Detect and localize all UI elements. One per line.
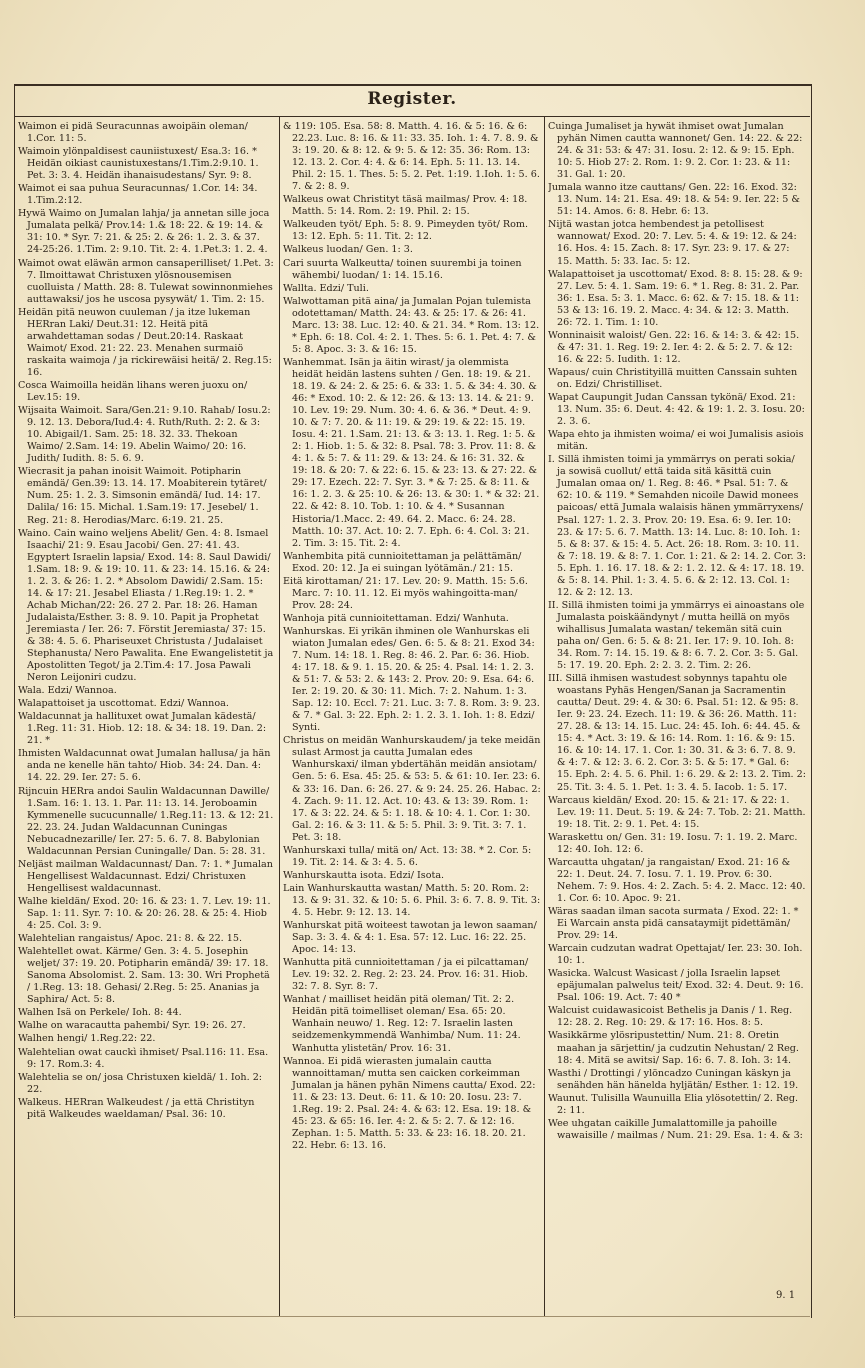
index-entry: Cari suurta Walkeutta/ toinen suurembi ja toinen wähembi/ luodan/ 1: 14. 15.16. — [283, 257, 522, 281]
index-entry: Eitä kirottaman/ 21: 17. Lev. 20: 9. Matth. 15: 5.6. Marc. 7: 10. 11. 12. Ei myös wahingoitta-man/ Prov. 28: 24. — [283, 575, 528, 611]
index-entry: Walhe on waracautta pahembi/ Syr. 19: 26. 27. — [18, 1020, 246, 1032]
index-entry: Wallta. Edzi/ Tuli. — [283, 282, 369, 294]
index-entry: Wanhurskas. Ei yrikän ihminen ole Wanhurskas eli wiaton Jumalan edes/ Gen. 6: 5. & 8: 21. Exod 34: 7. Num. 14: 18. 1. Reg. 8: 46. 2. Par. 6: 36. Hiob. 4: 17. 18. & 9. 1. 15. 20. & 25: 4. Psal. 14: 1. 2. 3. & 51: 7. & 53: 2. & 143: 2. Prov. 20: 9. Esa. 64: 6. Ier. 2: 19. 20. & 30: 11. Mich. 7: 2. Nahum. 1: 3. Sap. 12: 10. Eccl. 7: 21. Luc. 3: 7. 8. Rom. 3: 9. 23. & 7. * Gal. 3: 22. Eph. 2: 1. 2. 3. 1. Ioh. 1: 8. Edzi/ Synti. — [283, 625, 540, 734]
index-entry: Walhen Isä on Perkele/ Ioh. 8: 44. — [18, 1007, 182, 1019]
index-entry: Wanhoja pitä cunnioitettaman. Edzi/ Wanhuta. — [283, 612, 509, 624]
index-entry: Walkeuden työt/ Eph. 5: 8. 9. Pimeyden työt/ Rom. 13: 12. Eph. 5: 11. Tit. 2: 12. — [283, 219, 529, 243]
index-entry: Waimot owat eläwän armon cansaperilliset/ 1.Pet. 3: 7. Ilmoittawat Christuxen ylösnousemisen cuolluista / Matth. 28: 8. Tulewat sowinnonmiehes auttawaksi/ jos he uscosa pysywät/ 1. Tim. 2: 15. — [18, 257, 274, 305]
index-entry: Walehtelian rangaistus/ Apoc. 21: 8. & 22. 15. — [18, 933, 243, 945]
index-entry: Waldacunnat ja hallituxet owat Jumalan kädestä/ 1.Reg. 11: 31. Hiob. 12: 18. & 34: 18. 19. Dan. 2: 21. * — [18, 711, 267, 747]
index-entry: Walehtelia se on/ josa Christuxen kieldä/ 1. Ioh. 2: 22. — [18, 1071, 263, 1095]
index-entry: Walehtellet owat. Kärme/ Gen. 3: 4. 5. Josephin weljet/ 37: 19. 20. Potipharin emändä/ 39: 17. 18. Sanoma Absolomist. 2. Sam. 13: 30. Wri Prophetä / 1.Reg. 13: 18. Gehasi/ 2.Reg. 5: 25. Ananias ja Saphira/ Act. 5: 8. — [18, 946, 270, 1006]
index-entry: Waraskettu on/ Gen. 31: 19. Iosu. 7: 1. 19. 2. Marc. 12: 40. Ioh. 12: 6. — [548, 831, 798, 855]
column-right — [548, 121, 806, 1316]
index-entry: Walapattoiset ja uscottomat. Edzi/ Wannoa. — [18, 698, 229, 710]
index-entry: Waunut. Tulisilla Waunuilla Elia ylösotettin/ 2. Reg. 2: 11. — [548, 1092, 799, 1116]
index-entry: Wijsaita Waimoit. Sara/Gen.21: 9.10. Rahab/ Iosu.2: 9. 12. 13. Debora/Iud.4: 4. Ruth/Ruth. 2: 2. & 3: 10. Abigail/1. Sam. 25: 18. 32. 33. Thekoan Waimo/ 2.Sam. 14: 19. Abelin Waimo/ 20: 16. Judith/ Iudith. 8: 5. 6. 9. — [18, 405, 271, 465]
index-entry: Wiecrasit ja pahan inoisit Waimoit. Potipharin emändä/ Gen.39: 13. 14. 17. Moabiterein tytäret/ Num. 25: 1. 2. 3. Simsonin emändä/ Iud. 14: 17. Dalila/ 16: 15. Michal. 1.Sam.19: 17. Jesebel/ 1. Reg. 21: 8. Herodias/Marc. 6:19. 21. 25. — [18, 466, 267, 526]
index-entry: Walehtelian owat cauckì ihmiset/ Psal.116: 11. Esa. 9: 17. Rom.3: 4. — [18, 1046, 269, 1070]
index-entry: Walkeus luodan/ Gen. 1: 3. — [283, 244, 413, 256]
index-entry: Wanhutta pitä cunnioitettaman / ja ei pilcattaman/ Lev. 19: 32. 2. Reg. 2: 23. 24. Prov. 16: 31. Hiob. 32: 7. 8. Syr. 8: 7. — [283, 957, 529, 993]
index-entry: Waimot ei saa puhua Seuracunnas/ 1.Cor. 14: 34. 1.Tim.2:12. — [18, 183, 258, 207]
index-entry: Cuinga Jumaliset ja hywät ihmiset owat Jumalan pyhän Nimen cautta wannonet/ Gen. 14: 22. & 22: 24. & 31: 53: & 47: 31. Iosu. 2: 12. & 9: 15. Eph. 10: 5. Hiob 27: 2. Rom. 1: 9. 2. Cor. 1: 23. & 11: 31. Gal. 1: 20. — [548, 121, 803, 181]
index-entry: Wapat Caupungit Judan Canssan tykönä/ Exod. 21: 13. Num. 35: 6. Deut. 4: 42. & 19: 1. 2. 3. Iosu. 20: 2. 3. 6. — [548, 392, 805, 428]
index-entry: Walkeus. HERran Walkeudest / ja että Christityn pitä Walkeudes waeldaman/ Psal. 36: 10. — [18, 1096, 255, 1120]
index-entry: Walhe kieldän/ Exod. 20: 16. & 23: 1. 7. Lev. 19: 11. Sap. 1: 11. Syr. 7: 10. & 20: 26. 28. & 25: 4. Hiob 4: 25. Col. 3: 9. — [18, 895, 271, 932]
index-entry: Walkeus owat Christityt täsä mailmas/ Prov. 4: 18. Matth. 5: 14. Rom. 2: 19. Phil. 2: 15. — [283, 194, 528, 218]
index-entry: Neljäst mailman Waldacunnast/ Dan. 7: 1. * Jumalan Hengellisest Waldacunnast. Edzi/ Christuxen Hengellisest waldacunnast. — [18, 858, 273, 894]
index-entry: I. Sillä ihmisten toimi ja ymmärrys on perati sokia/ ja sowisä cuollut/ että taida sitä käsittä cuin Jumalan omaa on/ 1. Reg. 8: 46. * Psal. 51: 7. & 62: 10. & 119. * Semahden nicoile Dawid monees paicoas/ että Jumala walaisis hänen ymmärryxens/ Psal. 127: 1. 2. 3. Prov. 20: 19. Esa. 6: 9. Ier. 10: 23. & 17: 5. 6. 7. Matth. 13: 14. Luc. 8: 10. Ioh. 1: 5. & 8: 37. & 15: 4. 5. Act. 26: 18. Rom. 3: 10. 11. & 7: 18. 19. & 8: 7. 1. Cor. 1: 21. & 2: 14. 2. Cor. 3: 5. Eph. 1. 16. 17. 18. & 2: 1. 2. 12. & 4: 17. 18. 19. & 5: 8. 14. Phil. 1: 3. 4. 5. 6. & 2: 12. 13. Col. 1: 12. & 2: 12. 13. — [548, 454, 806, 598]
page-title: Register. — [367, 89, 457, 109]
index-entry: Wala. Edzi/ Wannoa. — [18, 685, 117, 697]
index-entry: Warcaus kieldän/ Exod. 20: 15. & 21: 17. & 22: 1. Lev. 19: 11. Deut. 5: 19. & 24: 7. Tob. 2: 21. Matth. 19: 18. Tit. 2: 9. 1. Pet. 4: 15. — [548, 794, 806, 830]
index-entry: Wanhat / mailliset heidän pitä oleman/ Tit. 2: 2. Heidän pitä toimelliset oleman/ Esa. 65: 20. Wanhain neuwo/ 1. Reg. 12: 7. Israelin lasten seidzemenkymmendä Wanhimba/ Num. 11: 24. Wanhutta ylistetän/ Prov. 16: 31. — [283, 994, 521, 1054]
page-number: 9. 1 — [776, 1290, 796, 1301]
page-header — [14, 82, 810, 117]
index-entry: Rijncuin HERra andoi Saulin Waldacunnan Dawille/ 1.Sam. 16: 1. 13. 1. Par. 11: 13. 14. Jeroboamin Kymmenelle sucucunnalle/ 1.Reg.11: 13. & 12: 21. 22. 23. 24. Judan Waldacunnan Cuningas Nebucadnezarille/ Ier. 27: 5. 6. 7. 8. Babylonian Waldacunnan Persian Cuningalle/ Dan. 5: 28. 31. — [18, 785, 274, 857]
index-entry: Walapattoiset ja uscottomat/ Exod. 8: 8. 15: 28. & 9: 27. Lev. 5: 4. 1. Sam. 19: 6. * 1. Reg. 8: 31. 2. Par. 36: 1. Esa. 5: 3. 1. Macc. 6: 62. & 7: 15. 18. & 11: 53 & 13: 16. 19. 2. Macc. 4: 34. & 12: 3. Matth. 26: 72. 1. Tim. 1: 10. — [548, 268, 803, 328]
index-entry: Wasthi / Drottingi / ylöncadzo Cuningan käskyn ja senähden hän hänelda hyljätän/ Esther. 1: 12. 19. — [548, 1067, 799, 1091]
index-entry: Wanhurskautta isota. Edzi/ Isota. — [283, 869, 445, 881]
index-entry: Wanhurskaxi tulla/ mitä on/ Act. 13: 38. * 2. Cor. 5: 19. Tit. 2: 14. & 3: 4. 5. 6. — [283, 844, 532, 868]
index-entry: Waimoin ylönpaldisest cauniistuxest/ Esa.3: 16. * Heidän oikiast caunistuxestans/1.Tim.2:9.10. 1. Pet. 3: 3. 4. Heidän ihanaisudestans/ Syr. 9: 8. — [18, 146, 259, 182]
index-entry: Wonninaisit waloist/ Gen. 22: 16. & 14: 3. & 42: 15. & 47: 31. 1. Reg. 19: 2. Ier. 4: 2. & 5: 2. 7. & 12: 16. & 22: 5. Iudith. 1: 12. — [548, 329, 800, 365]
index-entry: III. Sillä ihmisen wastudest sobynnys tapahtu ole woastans Pyhäs Hengen/Sanan ja Sacramentin cautta/ Deut. 29: 4. & 30: 6. Psal. 51: 12. & 95: 8. Ier. 9: 23. 24. Ezech. 11: 19. & 36: 26. Matth. 11: 27. 28. & 13: 14. 15. Luc. 24: 45. Ioh. 6: 44. 45. & 15: 4. * Act. 3: 19. & 16: 14. Rom. 1: 16. & 9: 15. 16. & 10: 14. 17. 1. Cor. 1: 30. 31. & 3: 6. 7. 8. 9. & 4: 7. & 12: 3. 6. 2. Cor. 3: 5. & 5: 17. * Gal. 6: 15. Eph. 2: 4. 5. 6. Phil. 1: 6. 29. & 2: 13. 2. Tim. 2: 25. Tit. 3: 4. 5. 1. Pet. 1: 3. 4. 5. Iacob. 1: 5. 17. — [548, 673, 806, 793]
index-entry: Warcain cudzutan wadrat Opettajat/ Ier. 23: 30. Ioh. 10: 1. — [548, 943, 803, 967]
index-entry: II. Sillä ihmisten toimi ja ymmärrys ei ainoastans ole Jumalasta poiskäändynyt / mutta heillä on myös wihallisus Jumalata wastan/ tekemän sitä cuin paha on/ Gen. 6: 5. & 8: 21. Ier. 17: 9. 10. Ioh. 8: 34. Rom. 7: 14. 15. 19. & 8: 6. 7. 2. Cor. 3: 5. Gal. 5: 17. 19. 20. Eph. 2: 2. 3. 2. Tim. 2: 26. — [548, 599, 805, 672]
index-entry: Wannoa. Ei pidä wierasten jumalain cautta wannoittaman/ mutta sen caicken corkeimman Jumalan ja hänen pyhän Nimens cautta/ Exod. 22: 11. & 23: 13. Deut. 6: 11. & 10: 20. Iosu. 23: 7. 1.Reg. 19: 2. Psal. 24: 4. & 63: 12. Esa. 19: 18. & 45: 23. & 65: 16. Ier. 4: 2. & 5: 2. 7. & 12: 16. Zephan. 1: 5. Matth. 5: 33. & 23: 16. 18. 20. 21. 22. Hebr. 6: 13. 16. — [283, 1055, 536, 1151]
index-entry: Waimon ei pidä Seuracunnas awoipäin oleman/ 1.Cor. 11: 5. — [18, 121, 248, 145]
index-entry: Walcuist cuidawasicoist Bethelis ja Danis / 1. Reg. 12: 28. 2. Reg. 10: 29. & 17: 16. Hos. 8: 5. — [548, 1005, 793, 1029]
index-entry: Christus on meidän Wanhurskaudem/ ja teke meidän sulast Armost ja cautta Jumalan edes Wanhurskaxi/ ilman ybdertähän meidän ansiotam/ Gen. 5: 6. Esa. 45: 25. & 53: 5. & 61: 10. Ier. 23: 6. & 33: 16. Dan. 6: 26. 27. & 9: 24. 25. 26. Habac. 2: 4. Zach. 9: 11. 12. Act. 10: 43. & 13: 39. Rom. 1: 17. & 3: 22. 24. & 5: 1. 18. & 10: 4. 1. Cor. 1: 30. Gal. 2: 16. & 3: 11. & 5: 5. Phil. 3: 9. Tit. 3: 7. 1. Pet. 3: 18. — [283, 735, 541, 843]
index-entry: Heidän pitä neuwon cuuleman / ja itze lukeman HERran Laki/ Deut.31: 12. Heitä pitä arwahdettaman sodas / Deut.20:14. Raskaat Waimot/ Exod. 21: 22. 23. Menahen surmaiö raskaita waimoja / ja rickirewäisi heitä/ 2. Reg.15: 16. — [18, 306, 272, 378]
index-entry: Wasicka. Walcust Wasicast / jolla Israelin lapset epäjumalan palwelus teit/ Exod. 32: 4. Deut. 9: 16. Psal. 106: 19. Act. 7: 40 * — [548, 968, 804, 1004]
index-entry: Walwottaman pitä aina/ ja Jumalan Pojan tulemista odotettaman/ Matth. 24: 43. & 25: 17. & 26: 41. Marc. 13: 38. Luc. 12: 40. & 21. 34. * Rom. 13: 12. * Eph. 6: 18. Col. 4: 2. 1. Thes. 5: 6. 1. Pet. 4: 7. & 5: 8. Apoc. 3: 3. & 16: 15. — [283, 295, 540, 355]
column-left — [18, 121, 276, 1316]
index-entry: & 119: 105. Esa. 58: 8. Matth. 4. 16. & 5: 16. & 6: 22.23. Luc. 8: 16. & 11: 33. 35. Ioh. 1: 4. 7. 8. 9. & 3: 19. 20. & 8: 12. & 9: 5. & 12: 35. 36: Rom. 13: 12. 13. 2. Cor. 4: 4. & 6: 14. Eph. 5: 11. 13. 14. Phil. 2: 15. 1. Thes. 5: 5. 2. Pet. 1:19. 1.Ioh. 1: 5. 6. 7. & 2: 8. 9. — [283, 121, 540, 193]
index-entry: Nijtä wastan jotca hembendest ja petollisest wannowat/ Exod. 20: 7. Lev. 5: 4. & 19: 12. & 24: 16. Hos. 4: 15. Zach. 8: 17. Syr. 23: 9. 17. & 27: 15. Matth. 5: 33. Iac. 5: 12. — [548, 219, 797, 267]
index-entry: Hywä Waimo on Jumalan lahja/ ja annetan sille joca Jumalata pelkä/ Prov.14: 1.& 18: 22. & 19: 14. & 31: 10. * Syr. 7: 21. & 25: 2. & 26: 1. 2. 3. & 37. 24-25:26. 1.Tim. 2: 9.10. Tit. 2: 4. 1.Pet.3: 1. 2. 4. — [18, 208, 270, 256]
column-divider — [279, 116, 280, 1316]
column-middle — [283, 121, 541, 1316]
index-entry: Wanhurskat pitä woiteest tawotan ja lewon saaman/ Sap. 3: 3. 4. & 4: 1. Esa. 57: 12. Luc. 16: 22. 25. Apoc. 14: 13. — [283, 920, 537, 956]
index-entry: Warcautta uhgatan/ ja rangaistan/ Exod. 21: 16 & 22: 1. Deut. 24. 7. Iosu. 7. 1. 19. Prov. 6: 30. Nehem. 7: 9. Hos. 4: 2. Zach. 5: 4. 2. Macc. 12: 40. 1. Cor. 6: 10. Apoc. 9: 21. — [548, 856, 806, 904]
index-entry: Cosca Waimoilla heidän lihans weren juoxu on/ Lev.15: 19. — [18, 379, 248, 404]
index-entry: Wapaus/ cuin Christityillä muitten Canssain suhten on. Edzi/ Christilliset. — [548, 366, 798, 390]
index-entry: Wanhembita pitä cunnioitettaman ja pelättämän/ Exod. 20: 12. Ja ei suingan lyötämän./ 21: 15. — [283, 550, 522, 574]
index-entry: Ihmisten Waldacunnat owat Jumalan hallusa/ ja hän anda ne kenelle hän tahto/ Hiob. 34: 24. Dan. 4: 14. 22. 29. Ier. 27: 5. 6. — [18, 748, 271, 784]
index-entry: Lain Wanhurskautta wastan/ Matth. 5: 20. Rom. 2: 13. & 9: 31. 32. & 10: 5. 6. Phil. 3: 6. 7. 8. 9. Tit. 3: 4. 5. Hebr. 9: 12. 13. 14. — [283, 882, 541, 918]
index-entry: Walhen hengi/ 1.Reg.22: 22. — [18, 1033, 156, 1045]
index-entry: Wasikkärme ylösripustettin/ Num. 21: 8. Oretin maahan ja särjettin/ ja cudzutin Nehustan/ 2 Reg. 18: 4. Mitä se awitsi/ Sap. 16: 6. 7. 8. Ioh. 3: 14. — [548, 1030, 799, 1066]
index-entry: Waino. Cain waino weljens Abelit/ Gen. 4: 8. Ismael Isaachi/ 21: 9. Esau Jacobi/ Gen. 27: 41. 43. Egyptert Israelin lapsia/ Exod. 14: 8. Saul Dawidi/ 1.Sam. 18: 9. & 19: 10. 11. & 23: 14. 15.16. & 24: 1. 2. 3. & 26: 1. 2. * Absolom Dawidi/ 2.Sam. 15: 14. & 17: 21. Jesabel Eliasta / 1.Reg.19: 1. 2. * Achab Michan/22: 26. 27 2. Par. 18: 26. Haman Judalaista/Esther. 3: 8. 9. 10. Papit ja Prophetat Jeremiasta / Ier. 26: 7. Förstit Jeremiasta/ 37: 15. & 38: 4. 5. 6. Phariseuxet Christusta / Judalaiset Stephanusta/ Nero Pawalita. Ene Ewangelistetit ja Apostolitten Tegot/ ja 2.Tim.4: 17. Josa Pawali Neron Leijoniri cudzu. — [18, 527, 274, 684]
bottom-rule — [14, 1316, 810, 1317]
column-divider — [544, 116, 545, 1316]
index-entry: Wanhemmat. Isän ja äitin wirast/ ja olemmista heidät heidän lastens suhten / Gen. 18: 19. & 21. 18. 19. & 24: 2. & 25: 6. & 33: 1. 5. & 34: 4. 30. & 46: * Exod. 10: 2. & 12: 26. & 13: 13. 14. & 21: 9. 10. Lev. 19: 29. Num. 30: 4. 6. & 36. * Deut. 4: 9. 10. & 7: 7. 20. & 11: 19. & 29: 19. & 22: 15. 19. Iosu. 4: 21. 1.Sam. 21: 13. & 3: 13. 1. Reg. 1: 5. & 2: 1. Hiob. 1: 5. & 32: 8. Psal. 78: 3. Prov. 11: 8. & 4: 1. & 5: 7. & 11: 29. & 13: 24. & 16: 31. 32. & 19: 18. & 20: 7. & 22: 6. 15. & 23: 13. & 27: 22. & 29: 17. Ezech. 22: 7. Syr. 3. * & 7: 25. & 8: 11. & 16: 1. 2. 3. & 25: 10. & 26: 13. & 30: 1. * & 32: 21. 22. & 42: 8. 10. Tob. 1: 10. & 4. * Susannan Historia/1.Macc. 2: 49. 64. 2. Macc. 6: 24. 28. Matth. 10: 37. Act. 10: 2. 7. Eph. 6: 4. Col. 3: 21. 2. Tim. 3: 15. Tit. 2: 4. — [283, 356, 540, 549]
index-entry: Jumala wanno itze cauttans/ Gen. 22: 16. Exod. 32: 13. Num. 14: 21. Esa. 49: 18. & 54: 9. Ier. 22: 5 & 51: 14. Amos. 6: 8. Hebr. 6: 13. — [548, 182, 800, 218]
index-entry: Wee uhgatan caikille Jumalattomille ja pahoille wawaisille / mailmas / Num. 21: 29. Esa. 1: 4. & 3: — [548, 1117, 803, 1141]
index-entry: Wäras saadan ilman sacota surmata / Exod. 22: 1. * Ei Warcain ansta pidä cansataymijt pidettämän/ Prov. 29: 14. — [548, 906, 799, 942]
index-entry: Wapa ehto ja ihmisten woima/ ei woi Jumalisis asiois mitän. — [548, 429, 804, 453]
